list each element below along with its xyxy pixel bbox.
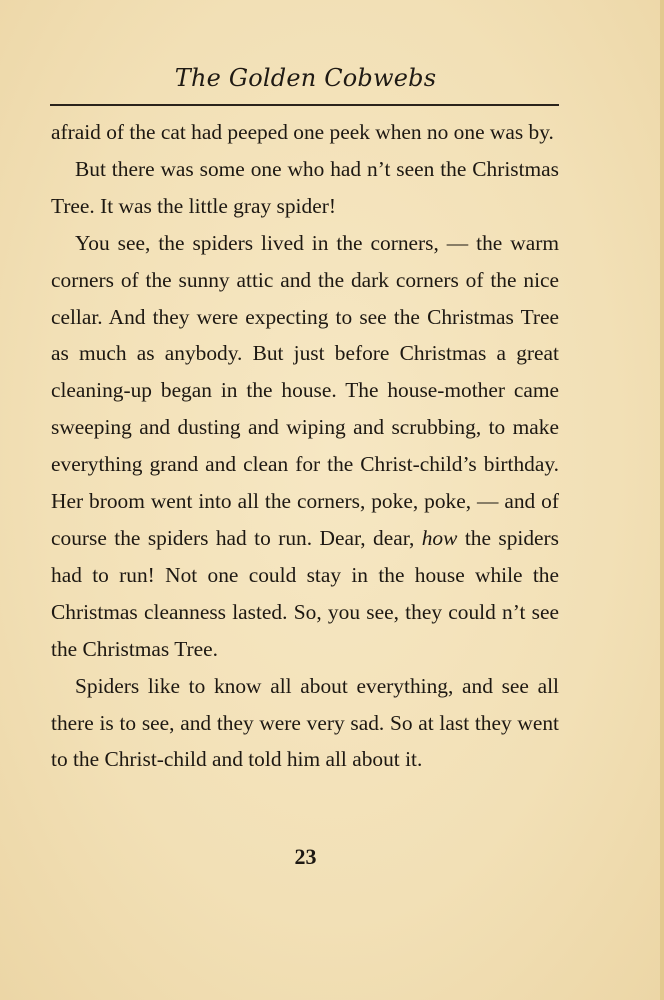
paragraph-3-after-emphasis: the spiders had to run! Not one could stay in the house while the Christmas cleanness lasted. So, you see, they could n’t see the Christmas Tree. [51,525,559,661]
page-number: 23 [294,844,317,869]
emphasis-how: how [421,525,458,550]
running-head: The Golden Cobwebs [174,64,437,92]
paragraph-4: Spiders like to know all about everything, and see all there is to see, and they were very sad. So at last they went to the Christ-child and told him all about it. [51,673,559,772]
paragraph-3-before-emphasis: Dear, dear, [319,525,422,550]
header-rule [50,104,559,106]
paragraph-2: But there was some one who had n’t seen the Christmas Tree. It was the little gray spider! [51,156,559,218]
body-text [51,114,559,778]
paragraph-3-text: You see, the spiders lived in the corners, — the warm corners of the sunny attic and the dark corners of the nice cellar. And they were expecting to see the Christmas Tree as much as anybody. But just before Christmas a great cleaning-up began in the house. The house-mother came sweeping and dusting and wiping and scrubbing, to make everything grand and clean for the Christ-child’s birthday. Her broom went into all the corners, poke, poke, — and of course the spiders had to run. [51,230,559,550]
paragraph-1: afraid of the cat had peeped one peek when no one was by. [51,120,554,144]
paragraph-3 [51,225,559,668]
